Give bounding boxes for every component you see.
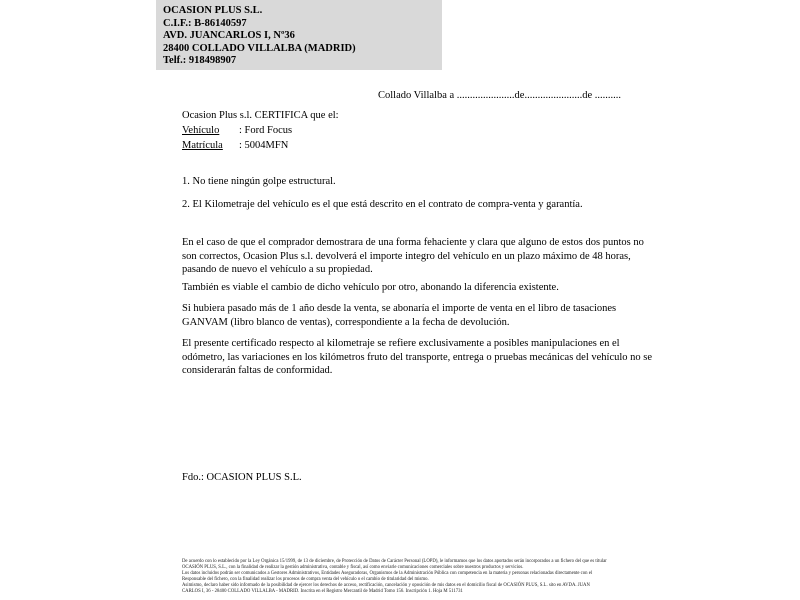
point-2: 2. El Kilometraje del vehículo es el que está descrito en el contrato de compra-venta y garantía.: [182, 199, 583, 210]
vehicle-label: Vehículo: [182, 125, 220, 136]
plate-label: Matrícula: [182, 140, 223, 151]
paragraph-exchange: También es viable el cambio de dicho vehículo por otro, abonando la diferencia existente.: [182, 282, 559, 293]
company-name: OCASION PLUS S.L.: [163, 5, 263, 16]
legal-line: Responsable del fichero, con la finalidad realizar los procesos de compra venta del vehículo o el cambio de titularidad del mismo.: [182, 576, 429, 582]
paragraph-odometer: El presente certificado respecto al kilometraje se refiere exclusivamente a posibles manipulaciones en el odómetro, las variaciones en los kilómetros fruto del transporte, entrega o pruebas mecánicas del vehículo no se considerarán faltas de conformidad.: [182, 338, 653, 377]
certify-block: [182, 108, 339, 153]
company-address: AVD. JUANCARLOS I, Nº36: [163, 30, 295, 42]
company-cif: C.I.F.: B-86140597: [163, 17, 247, 29]
legal-line: De acuerdo con lo establecido por la Ley Orgánica 15/1999, de 13 de diciembre, de Protección de Datos de Carácter Personal (LOPD), le informamos que los datos aportados serán incorporados a un fichero del que es titular: [182, 558, 607, 564]
company-phone: Telf.: 918498907: [163, 55, 237, 67]
certify-intro: Ocasion Plus s.l. CERTIFICA que el:: [182, 110, 339, 121]
company-header-block: [156, 0, 442, 70]
signature-line: Fdo.: OCASION PLUS S.L.: [182, 472, 302, 483]
company-city: 28400 COLLADO VILLALBA (MADRID): [163, 42, 356, 54]
paragraph-refund: En el caso de que el comprador demostrara de una forma fehaciente y clara que alguno de estos dos puntos no son correctos, Ocasion Plus s.l. devolverá el importe integro del vehículo en un plazo máximo de 48 horas, pasando de nuevo el vehículo a su propiedad.: [182, 237, 644, 276]
paragraph-ganvam: Si hubiera pasado más de 1 año desde la venta, se abonaría el importe de venta en el libro de tasaciones GANVAM (libro blanco de ventas), correspondiente a la fecha de devolución.: [182, 303, 617, 328]
legal-line: CARLOS I, 36 - 28400 COLLADO VILLALBA - MADRID. Inscrita en el Registro Mercantil de Madrid Tomo 156. Inscripción 1. Hoja M 511731: [182, 588, 463, 594]
date-line: Collado Villalba a ......................de......................de ..........: [378, 90, 621, 101]
vehicle-row: [182, 123, 339, 138]
plate-value: : 5004MFN: [239, 140, 289, 151]
vehicle-value: : Ford Focus: [239, 125, 293, 136]
plate-row: [182, 138, 339, 153]
legal-line: Asimismo, declaro haber sido informado de la posibilidad de ejercer los derechos de acceso, rectificación, cancelación y oposición de mis datos en el domicilio fiscal de OCASIÓN PLUS, S.L. sito en AVDA. JUAN: [182, 582, 590, 588]
legal-line: OCASIÓN PLUS, S.L., con la finalidad de realizar la gestión administrativa, contable y fiscal, así como enviarle comunicaciones comerciales sobre nuestros productos y servicios.: [182, 564, 524, 570]
legal-line: Los datos incluidos podrán ser comunicados a Gestores Administrativos, Entidades Aseguradoras, Organismos de la Administración Pública con competencia en la materia y personas relacionadas directamente con el: [182, 570, 593, 576]
legal-fine-print: [182, 558, 632, 594]
point-1: 1. No tiene ningún golpe estructural.: [182, 176, 336, 187]
